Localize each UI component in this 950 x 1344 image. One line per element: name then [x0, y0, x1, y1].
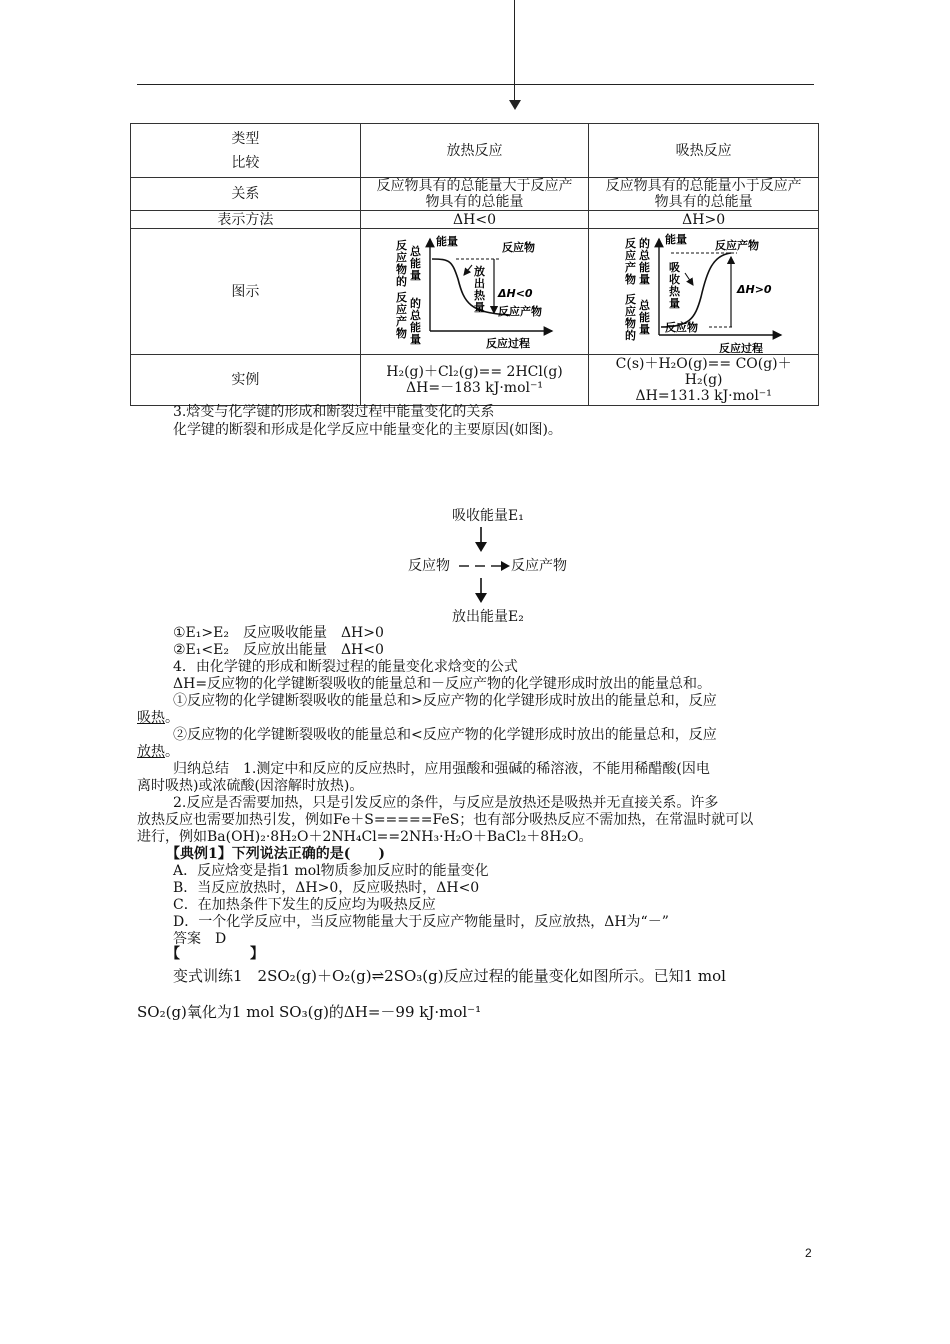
top-arrow-head	[509, 100, 521, 110]
header-cell-type-compare	[131, 124, 361, 178]
figure-label: 图示	[131, 229, 361, 355]
example1-answer: 答案 D	[173, 931, 227, 947]
example1-option-d: D．一个化学反应中，当反应物能量大于反应产物能量时，反应放热，ΔH为“－”	[173, 914, 669, 930]
figure-endo-cell	[589, 229, 819, 355]
exo-start-label: 反应物	[501, 240, 535, 254]
arrow-down-icon	[472, 578, 490, 604]
section3-title: 3.焓变与化学键的形成和断裂过程中能量变化的关系	[173, 404, 495, 420]
endo-dh-label: ΔH>0	[736, 282, 772, 296]
exo-dh-label: ΔH<0	[497, 286, 533, 300]
summary-1-line2: 离时吸热)或浓硫酸(因溶解时放热)。	[137, 778, 364, 794]
example1-option-a: A．反应焓变是指1 mol物质参加反应时的能量变化	[173, 863, 489, 879]
summary-2-line2: 放热反应也需要加热引发，例如Fe＋S=====FeS；也有部分吸热反应不需加热，在常温时就可以	[137, 812, 754, 828]
release-arrow	[464, 265, 472, 275]
header-exo: 放热反应	[360, 124, 589, 178]
bond-reactant-label: 反应物	[408, 558, 450, 574]
relation-label: 关系	[131, 178, 361, 211]
method-label: 表示方法	[131, 211, 361, 229]
endo-y-bottom-text: 反应物的	[624, 292, 636, 342]
exo-end-label: 反应产物	[497, 304, 542, 318]
header-type: 类型	[231, 130, 260, 147]
example-endo-line3: ΔH=131.3 kJ·mol⁻¹	[635, 388, 772, 404]
endo-end-label: 反应产物	[714, 238, 759, 252]
exo-release-text: 放出热量	[473, 264, 485, 314]
bond-release-label: 放出能量E₂	[452, 609, 524, 625]
header-rule	[137, 84, 814, 85]
example1-option-b: B．当反应放热时，ΔH>0，反应吸热时，ΔH<0	[173, 880, 480, 896]
dashed-arrow-right-icon	[457, 558, 511, 574]
exothermic-energy-diagram	[390, 231, 560, 353]
exo-axis-x-label: 反应过程	[485, 336, 530, 350]
example-endo-line1: C(s)＋H₂O(g)== CO(g)＋	[615, 356, 792, 372]
relation-endo: 反应物具有的总能量小于反应产物具有的总能量	[589, 178, 819, 211]
exo-y-top-text: 反应物的	[395, 238, 407, 288]
case1-result: 吸热	[137, 710, 165, 726]
page-number: 2	[805, 1246, 812, 1260]
section4-case1-line1: ①反应物的化学键断裂吸收的能量总和>反应产物的化学键形成时放出的能量总和，反应	[173, 693, 717, 709]
endo-y-bottom-text2: 总能量	[638, 298, 650, 336]
endo-start-label: 反应物	[664, 320, 698, 334]
case2-result: 放热	[137, 744, 165, 760]
method-exo: ΔH<0	[360, 211, 589, 229]
example-endo-line2: H₂(g)	[684, 372, 723, 388]
summary-1-line1: 归纳总结 1.测定中和反应的反应热时，应用强酸和强碱的稀溶液，不能用稀醋酸(因电	[173, 761, 710, 777]
bond-product-label: 反应产物	[511, 558, 567, 574]
header-compare: 比较	[231, 154, 260, 171]
comparison-table	[130, 123, 819, 406]
exo-axis-y-label: 能量	[435, 234, 458, 248]
section3-text: 化学键的断裂和形成是化学反应中能量变化的主要原因(如图)。	[173, 422, 562, 438]
example-exo-cell	[360, 355, 589, 406]
relation-2: ②E₁<E₂ 反应放出能量 ΔH<0	[173, 642, 384, 658]
top-vertical-line	[514, 0, 515, 100]
example1-bracket: 【 】	[166, 946, 264, 962]
endothermic-energy-diagram	[619, 231, 789, 353]
summary-2-line3: 进行，例如Ba(OH)₂·8H₂O＋2NH₄Cl==2NH₃·H₂O＋BaCl₂＋8H₂O。	[137, 829, 593, 845]
example-label: 实例	[131, 355, 361, 406]
exo-y-bottom-text: 反应产物	[395, 290, 407, 340]
endo-y-top-text: 反应产物	[624, 236, 636, 286]
summary-2-line1: 2.反应是否需要加热，只是引发反应的条件，与反应是放热还是吸热并无直接关系。许多	[173, 795, 719, 811]
exo-y-bottom-text2: 的总能量	[409, 296, 421, 346]
endo-y-top-text2: 的总能量	[638, 236, 650, 286]
absorb-arrow	[685, 273, 693, 285]
bond-absorb-label: 吸收能量E₁	[452, 508, 524, 524]
table-row-example	[131, 355, 819, 406]
variant-line2: SO₂(g)氧化为1 mol SO₃(g)的ΔH=－99 kJ·mol⁻¹	[137, 1003, 482, 1021]
figure-exo-cell	[360, 229, 589, 355]
table-row-relation	[131, 178, 819, 211]
table-row-header	[131, 124, 819, 178]
method-endo: ΔH>0	[589, 211, 819, 229]
section4-title: 4．由化学键的形成和断裂过程的能量变化求焓变的公式	[173, 659, 518, 675]
endo-axis-x-label: 反应过程	[718, 341, 763, 353]
section4-formula: ΔH=反应物的化学键断裂吸收的能量总和－反应产物的化学键形成时放出的能量总和。	[173, 676, 712, 692]
relation-1: ①E₁>E₂ 反应吸收能量 ΔH>0	[173, 625, 384, 641]
relation-exo: 反应物具有的总能量大于反应产物具有的总能量	[360, 178, 589, 211]
arrow-down-icon	[472, 527, 490, 553]
section4-case2-line1: ②反应物的化学键断裂吸收的能量总和<反应产物的化学键形成时放出的能量总和，反应	[173, 727, 717, 743]
variant-line1: 变式训练1 2SO₂(g)＋O₂(g)⇌2SO₃(g)反应过程的能量变化如图所示。已知1 mol	[173, 967, 726, 985]
endo-axis-y-label: 能量	[664, 232, 687, 246]
table-row-figure	[131, 229, 819, 355]
endo-absorb-text: 吸收热量	[668, 260, 680, 310]
table-row-method	[131, 211, 819, 229]
example1-option-c: C．在加热条件下发生的反应均为吸热反应	[173, 897, 436, 913]
header-endo: 吸热反应	[589, 124, 819, 178]
example1-title: 【典例1】下列说法正确的是( )	[166, 846, 385, 862]
example-exo-line1: H₂(g)＋Cl₂(g)== 2HCl(g)	[386, 364, 563, 380]
section4-case1-line2: 吸热。	[137, 710, 179, 726]
section4-case2-line2: 放热。	[137, 744, 179, 760]
exo-y-top-text2: 总能量	[409, 244, 421, 282]
example-endo-cell	[589, 355, 819, 406]
example-exo-line2: ΔH=－183 kJ·mol⁻¹	[406, 380, 543, 396]
